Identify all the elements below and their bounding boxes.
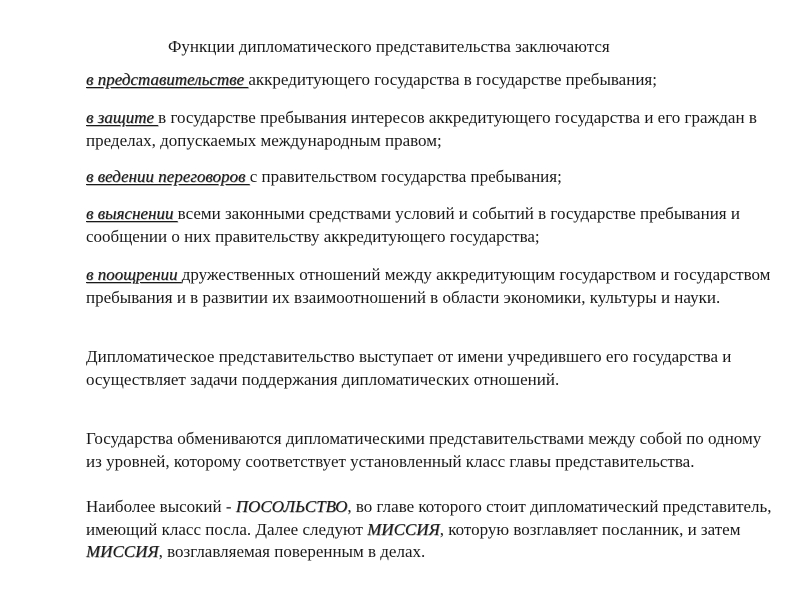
function-text: дружественных отношений между аккредитующим государством и государством пребывания и в развитии их взаимоотношений в области экономики, культуры и науки. [86,265,771,307]
function-item-promotion [86,264,776,309]
paragraph-representation-role: Дипломатическое представительство выступает от имени учредившего его государства и осуществляет задачи поддержания дипломатических отношений. [86,347,732,389]
function-text: в государстве пребывания интересов аккредитующего государства и его граждан в пределах, допускаемых международным правом; [86,108,757,150]
function-keyword: в выяснении [86,204,178,223]
function-text: всеми законными средствами условий и событий в государстве пребывания и сообщении о них правительству аккредитующего государства; [86,204,740,246]
function-keyword: в поощрении [86,265,182,284]
classes-text: , возглавляемая поверенным в делах. [158,542,426,561]
slide-title: Функции дипломатического представительства заключаются [168,37,610,56]
classes-text: , во главе которого стоит дипломатический представитель, имеющий класс посла. Далее следуют [86,497,772,539]
mission-term: МИССИЯ [86,542,159,561]
function-keyword: в защите [86,108,159,127]
mission-term: МИССИЯ [367,519,440,539]
function-text: аккредитующего государства в государстве пребывания; [248,70,657,89]
classes-text: Наиболее высокий - [86,497,236,516]
embassy-term: ПОСОЛЬСТВО [235,497,348,516]
function-item-protection [86,107,776,152]
function-item-representation [86,69,776,92]
paragraph-exchange-levels: Государства обмениваются дипломатическими представительствами между собой по одному из уровней, которому соответствует установленный класс главы представительства. [86,429,762,471]
function-item-ascertaining [86,203,776,248]
paragraph-classes [86,496,776,564]
function-item-negotiations [86,166,776,189]
function-text: с правительством государства пребывания; [249,167,562,186]
function-keyword: в ведении переговоров [86,167,250,186]
function-keyword: в представительстве [86,70,249,89]
classes-text: , которую возглавляет посланник, и затем [439,519,741,539]
